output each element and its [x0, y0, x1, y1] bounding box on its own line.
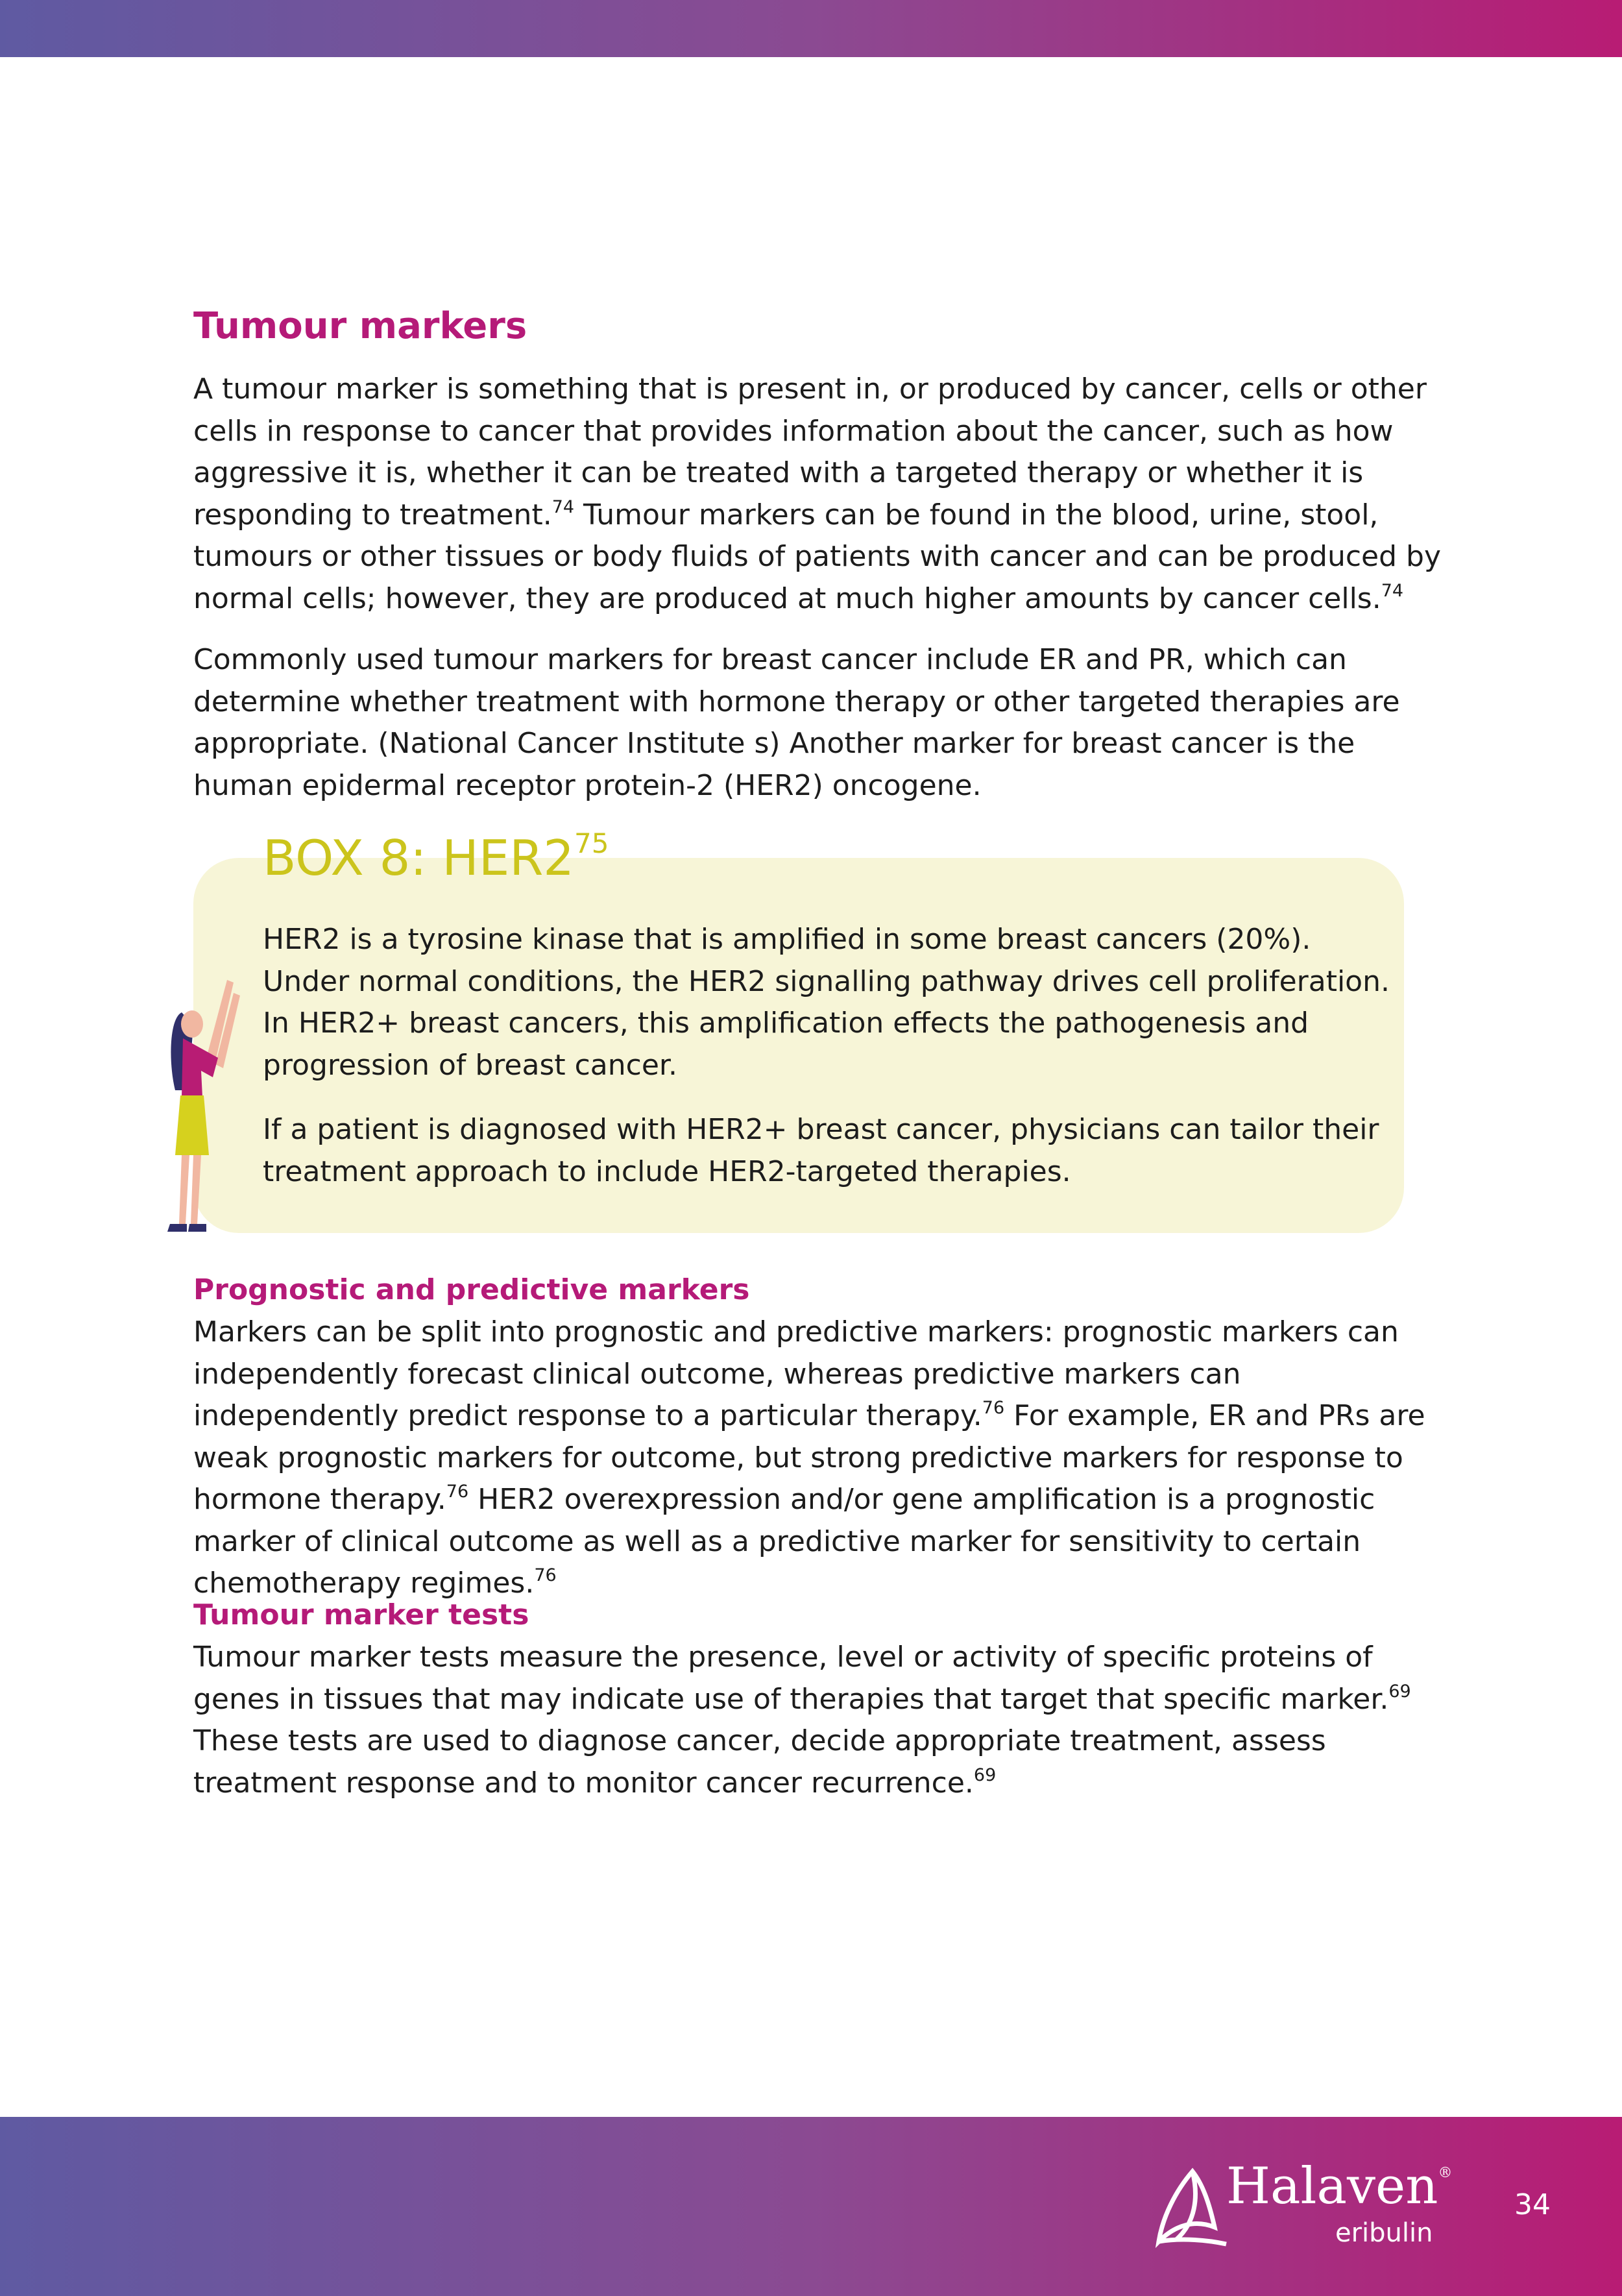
citation: 74: [1381, 580, 1404, 601]
subheading-tests: Tumour marker tests: [193, 1598, 529, 1631]
section-heading: Tumour markers: [193, 305, 527, 347]
box-paragraph-2: If a patient is diagnosed with HER2+ breast cancer, physicians can tailor their treatment approach to include HER2-targeted therapies.: [263, 1113, 1379, 1188]
citation: 76: [446, 1482, 469, 1502]
citation: 76: [982, 1398, 1005, 1418]
prognostic-paragraph: Markers can be split into prognostic and predictive markers: prognostic markers can independently forecast clinical outcome, whereas predictive markers can independently predict response to a particular therapy.$^{76}$ For example, ER and PRs are weak prognostic markers for outcome, but strong predictive markers for response to hormone therapy.$^{76}$ HER2 overexpression and/or gene amplification is a prognostic marker of clinical outcome as well as a predictive marker for sensitivity to certain chemotherapy regimes.$^{76}$: [193, 1315, 1425, 1600]
subheading-prognostic: Prognostic and predictive markers: [193, 1273, 750, 1306]
leg-right: [191, 1155, 201, 1224]
tests-paragraph: Tumour marker tests measure the presence, level or activity of specific proteins of genes in tissues that may indicate use of therapies that target that specific marker.$^{69}$ These tests are used to diagnose cancer, decide appropriate treatment, assess treatment response and to monitor cancer recurrence.$^{69}$: [193, 1641, 1411, 1800]
citation: 75: [574, 827, 609, 859]
brand-name: Halaven®: [1226, 2157, 1453, 2216]
skirt: [175, 1095, 209, 1155]
box-title: BOX 8: $HER2^{75}$: [263, 827, 609, 886]
shoe-left: [167, 1224, 187, 1232]
woman-illustration: [156, 967, 247, 1240]
box-paragraph-1: HER2 is a tyrosine kinase that is amplified in some breast cancers (20%). Under normal conditions, the HER2 signalling pathway drives cell proliferation. In HER2+ breast cancers, this amplification effects the pathogenesis and progression of breast cancer.: [263, 923, 1390, 1082]
page-number: 34: [1514, 2188, 1551, 2221]
shoe-right: [188, 1224, 206, 1232]
citation: 69: [973, 1765, 997, 1785]
intro-paragraph-2: Commonly used tumour markers for breast cancer include ER and PR, which can determine whether treatment with hormone therapy or other targeted therapies are appropriate. (National Cancer Institute s) Another marker for breast cancer is the human epidermal receptor protein-2 (HER2) oncogene.: [193, 643, 1400, 802]
intro-paragraph-1: A tumour marker is something that is present in, or produced by cancer, cells or other cells in response to cancer that provides information about the cancer, such as how aggressive it is, whether it can be treated with a targeted therapy or whether it is responding to treatment.$^{74}$ Tumour markers can be found in the blood, urine, stool, tumours or other tissues or body fluids of patients with cancer and can be produced by normal cells; however, they are produced at much higher amounts by cancer cells.$^{74}$: [193, 372, 1441, 615]
head: [181, 1010, 203, 1038]
citation: 76: [534, 1565, 557, 1585]
brand-subtitle: eribulin: [1335, 2218, 1433, 2248]
citation: 69: [1388, 1681, 1411, 1702]
leg-left: [179, 1155, 189, 1224]
top-gradient-band: [0, 0, 1622, 57]
citation: 74: [551, 496, 575, 517]
